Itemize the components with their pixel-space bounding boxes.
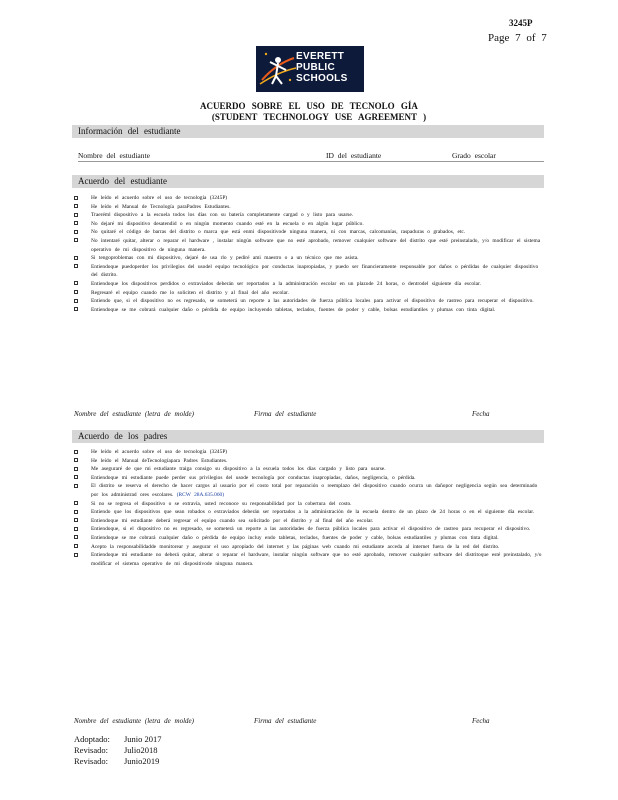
checkbox-bullet-icon bbox=[74, 204, 78, 208]
revision-history bbox=[74, 734, 162, 767]
revised-label: Revisado: bbox=[74, 745, 108, 755]
agreement-item-text: Entiendoque se me cobrará cualquier daño o pérdida de equipo incluy endo tabletas, teclados, fuentes de poder y cable, bolsas estudiantiles y plumas con tinta digital. bbox=[91, 534, 499, 541]
logo-line: EVERETT bbox=[296, 51, 345, 62]
checkbox-bullet-icon bbox=[74, 553, 78, 557]
agreement-item-text: No quitaré el código de barras del distrito o marca que está enmi dispositivode ninguna manera, ni con marcas, calcomanías, raspaduras o grabados, etc. bbox=[91, 229, 466, 236]
agreement-item-text: Entiendoque puedoperder los privilegios del usodel equipo tecnológico por conductas inapropiadas, y puedo ser financieramente responsable por daños o pérdidas de cualquier dispositivo del distrito. bbox=[91, 263, 539, 279]
title-line-2: (STUDENT TECHNOLOGY USE AGREEMENT ) bbox=[211, 112, 427, 122]
agreement-item-text: Si tengoproblemas con mi dispositivo, dejaré de usa rlo y pediré ami maestro o a un técnico que me asista. bbox=[91, 255, 359, 262]
agreement-item-text: Entiendoque los dispositivos perdidos o extraviados deberán ser reportados a la administración escolar en un plazode 24 horas, o dentrodel siguiente día escolar. bbox=[91, 280, 481, 287]
sig-name-label: Nombre del estudiante (letra de molde) bbox=[74, 717, 194, 725]
agreement-item bbox=[74, 534, 544, 543]
agreement-item bbox=[74, 306, 544, 315]
sig-date-label: Fecha bbox=[472, 717, 490, 725]
agreement-item bbox=[74, 500, 544, 509]
checkbox-bullet-icon bbox=[74, 501, 78, 505]
checkbox-bullet-icon bbox=[74, 299, 78, 303]
checkbox-bullet-icon bbox=[74, 196, 78, 200]
agreement-item-text: He leído el Manual deTecnologíapara Padres Estudiantes. bbox=[91, 457, 228, 464]
checkbox-bullet-icon bbox=[74, 264, 78, 268]
agreement-item-text: He leído el acuerdo sobre el uso de tecnología (3245P) bbox=[91, 195, 228, 201]
agreement-item bbox=[74, 482, 544, 499]
parent-agreement-heading: Acuerdo de los padres bbox=[72, 430, 544, 443]
agreement-item bbox=[74, 551, 544, 568]
student-agreement-heading: Acuerdo del estudiante bbox=[72, 175, 544, 188]
agreement-item bbox=[74, 203, 544, 212]
student-id-label: ID del estudiante bbox=[326, 151, 382, 160]
parent-agreement-list bbox=[74, 448, 544, 568]
agreement-item bbox=[74, 474, 544, 483]
agreement-item-text: Traeréml dispositivo a la escuela todos los días con su batería completamente cargad o y listo para usarse. bbox=[91, 212, 354, 219]
agreement-item bbox=[74, 194, 544, 203]
page-number: Page 7 of 7 bbox=[488, 32, 547, 44]
agreement-item-text: No dejaré mi dispositivo desatendid o en ningún momento cuando esté en la escuela o en algún lugar público. bbox=[91, 220, 364, 227]
sig-date-label: Fecha bbox=[472, 410, 490, 418]
agreement-item bbox=[74, 254, 544, 263]
adopted-date: Junio 2017 bbox=[124, 734, 162, 744]
agreement-item bbox=[74, 457, 544, 466]
logo-text bbox=[296, 51, 348, 84]
title-line-1: ACUERDO SOBRE EL USO DE TECNOLO GÍA bbox=[200, 101, 418, 111]
checkbox-bullet-icon bbox=[74, 450, 78, 454]
student-agreement-list bbox=[74, 194, 544, 314]
agreement-item-text: Entiendoque mi estudiante no deberá quitar, alterar o reparar el hardware, instalar ningún software que no esté aprobado, remover cualquier software del distritoque esté preinstalado, y/o modificar el sistema operativo de mi dispositivode ninguna manera. bbox=[91, 552, 542, 567]
logo-line: SCHOOLS bbox=[296, 73, 348, 84]
agreement-item-text: Regresaré el equipo cuando me lo soliciten el distrito y al final del año escolar. bbox=[91, 289, 289, 296]
checkbox-bullet-icon bbox=[74, 518, 78, 522]
agreement-item-text: El distrito se reserva el derecho de hacer cargos al usuario por el costo total por reparación o reemplazo del dispositivo cuando ocurra un dañopor negligencia según sea determinado por los administrad ores escolares. bbox=[91, 483, 538, 498]
agreement-item-text: Entiendoque mi estudiante deberá regresar el equipo cuando sea solicitado por el distrito y al final del año escolar. bbox=[91, 517, 374, 524]
checkbox-bullet-icon bbox=[74, 238, 78, 242]
agreement-item-text: Entiendoque se me cobrará cualquier daño o pérdida de equipo incluyendo tabletas, teclados, fuentes de poder y cable, bolsas estudiantiles y plumas con tinta digital. bbox=[91, 306, 496, 313]
sig-name-label: Nombre del estudiante (letra de molde) bbox=[74, 410, 194, 418]
revised-date: Julio2018 bbox=[124, 745, 158, 755]
agreement-item-text: Si no se regresa el dispositivo o se extravía, usted reconoce su responsabilidad por la cobertura del costo. bbox=[91, 500, 352, 507]
student-name-label: Nombre del estudiante bbox=[78, 151, 150, 160]
agreement-item-text: He leído el Manual de Tecnología paraPadres Estudiantes. bbox=[91, 203, 231, 210]
agreement-item bbox=[74, 517, 544, 526]
agreement-item bbox=[74, 289, 544, 298]
checkbox-bullet-icon bbox=[74, 230, 78, 234]
agreement-item-text: Acepto la responsabilidadde monitorear y asegurar el uso apropiado del internet y las páginas web cuando mi estudiante acceda al internet fuera de la red del distrito. bbox=[91, 543, 500, 550]
checkbox-bullet-icon bbox=[74, 544, 78, 548]
checkbox-bullet-icon bbox=[74, 290, 78, 294]
agreement-item-text: Me aseguraré de que mi estudiante traiga consigo su dispositivo a la escuela todos los días cargado y listo para usarse. bbox=[91, 466, 386, 473]
agreement-item-text: Entiendoque mi estudiante puede perder sus privilegios del usode tecnología por conductas inapropiadas, daños, negligencia, o pérdida. bbox=[91, 474, 416, 481]
revised-date: Junio2019 bbox=[124, 756, 160, 766]
student-info-heading: Información del estudiante bbox=[72, 125, 544, 138]
agreement-item bbox=[74, 525, 544, 534]
sig-signature-label: Firma del estudiante bbox=[254, 717, 317, 725]
checkbox-bullet-icon bbox=[74, 527, 78, 531]
checkbox-bullet-icon bbox=[74, 475, 78, 479]
checkbox-bullet-icon bbox=[74, 213, 78, 217]
checkbox-bullet-icon bbox=[74, 467, 78, 471]
student-info-fields bbox=[78, 151, 544, 162]
checkbox-bullet-icon bbox=[74, 484, 78, 488]
agreement-item-text: Entiendoque, si el dispositivo no es regresado, se someterá un reporte a las autoridades de fuerza pública locales para activar el dispositivo de rastreo para recuperar el dispositivo. bbox=[91, 526, 531, 533]
agreement-item bbox=[74, 508, 544, 517]
grade-label: Grado escolar bbox=[452, 151, 496, 160]
agreement-item bbox=[74, 211, 544, 220]
rcw-link[interactable]: (RCW 28A.635.060) bbox=[176, 491, 225, 498]
adopted-label: Adoptado: bbox=[74, 734, 110, 744]
agreement-item-text: Entiendo que los dispositivos que sean robados o extraviados deberán ser reportados a la administración de la escuela dentro de un plazo de 24 horas o en el siguiente día escolar. bbox=[91, 509, 535, 516]
document-title bbox=[0, 101, 618, 122]
agreement-item bbox=[74, 543, 544, 552]
district-logo bbox=[256, 46, 364, 92]
checkbox-bullet-icon bbox=[74, 256, 78, 260]
revised-label: Revisado: bbox=[74, 756, 108, 766]
checkbox-bullet-icon bbox=[74, 221, 78, 225]
agreement-item bbox=[74, 263, 544, 280]
checkbox-bullet-icon bbox=[74, 281, 78, 285]
agreement-item bbox=[74, 280, 544, 289]
agreement-item bbox=[74, 237, 544, 254]
agreement-item-text: He leído el acuerdo sobre el uso de tecnología (3245P) bbox=[91, 449, 228, 455]
checkbox-bullet-icon bbox=[74, 307, 78, 311]
agreement-item bbox=[74, 297, 544, 306]
agreement-item-text: No intentaré quitar, alterar o reparar el hardware , instalar ningún software que no esté aprobado, remover cualquier software del distrito que esté preinstalado, y/o modificar el sistema operativo de mi dispositivo de ninguna manera. bbox=[91, 237, 541, 253]
agreement-item bbox=[74, 465, 544, 474]
checkbox-bullet-icon bbox=[74, 458, 78, 462]
agreement-item bbox=[74, 448, 544, 457]
logo-line: PUBLIC bbox=[296, 62, 336, 73]
agreement-item bbox=[74, 220, 544, 229]
checkbox-bullet-icon bbox=[74, 535, 78, 539]
policy-code: 3245P bbox=[509, 18, 533, 28]
agreement-item bbox=[74, 228, 544, 237]
checkbox-bullet-icon bbox=[74, 510, 78, 514]
agreement-item-text: Entiendo que, si el dispositivo no es regresado, se someterá un reporte a las autoridades de fuerza pública locales para activar el dispositivo de rastreo para recuperar el dispositivo. bbox=[91, 298, 534, 305]
sig-signature-label: Firma del estudiante bbox=[254, 410, 317, 418]
